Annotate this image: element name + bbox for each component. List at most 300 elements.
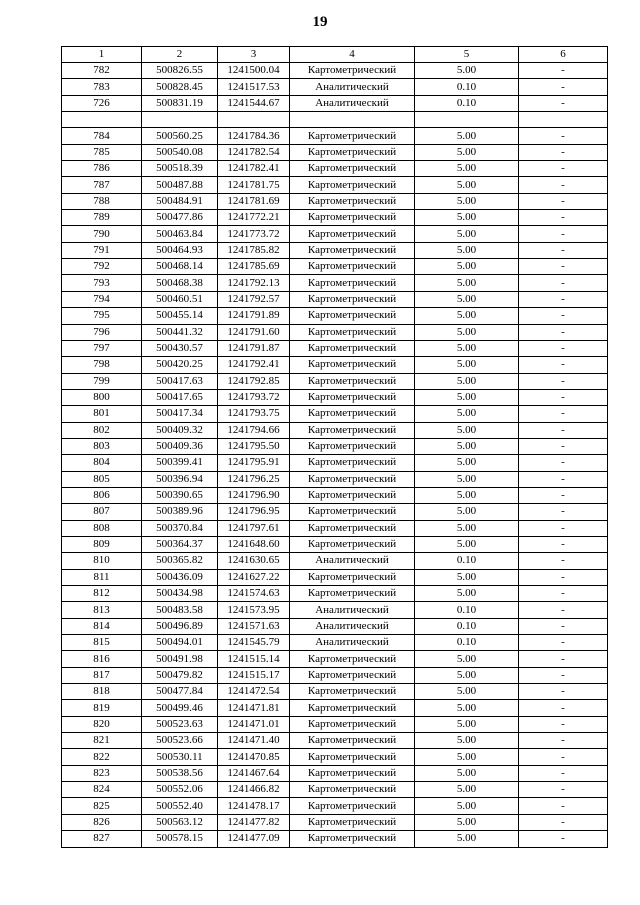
table-cell: - bbox=[519, 308, 608, 324]
table-cell: Аналитический bbox=[290, 618, 415, 634]
table-cell: Аналитический bbox=[290, 95, 415, 111]
table-cell bbox=[415, 112, 519, 128]
table-cell: Картометрический bbox=[290, 651, 415, 667]
table-row bbox=[62, 95, 608, 111]
table-cell: 5.00 bbox=[415, 324, 519, 340]
table-row bbox=[62, 635, 608, 651]
table-cell: 5.00 bbox=[415, 471, 519, 487]
table-cell: - bbox=[519, 569, 608, 585]
table-cell: 5.00 bbox=[415, 259, 519, 275]
table-cell: 500463.84 bbox=[142, 226, 218, 242]
table-cell: 1241515.14 bbox=[218, 651, 290, 667]
table-cell: 1241792.13 bbox=[218, 275, 290, 291]
table-cell: 1241573.95 bbox=[218, 602, 290, 618]
table-cell: 500409.36 bbox=[142, 438, 218, 454]
table-cell: 500828.45 bbox=[142, 79, 218, 95]
table-cell: 1241471.40 bbox=[218, 733, 290, 749]
table-cell: Картометрический bbox=[290, 569, 415, 585]
table-cell: 789 bbox=[62, 210, 142, 226]
table-cell: 500396.94 bbox=[142, 471, 218, 487]
table-cell: - bbox=[519, 618, 608, 634]
table-cell: 0.10 bbox=[415, 635, 519, 651]
table-cell: Картометрический bbox=[290, 177, 415, 193]
table-cell: 5.00 bbox=[415, 831, 519, 847]
table-row bbox=[62, 765, 608, 781]
table-cell: - bbox=[519, 63, 608, 79]
table-cell: 500417.34 bbox=[142, 406, 218, 422]
table-cell: 5.00 bbox=[415, 536, 519, 552]
table-cell: - bbox=[519, 324, 608, 340]
table-cell: 5.00 bbox=[415, 765, 519, 781]
table-cell: 808 bbox=[62, 520, 142, 536]
table-cell: Картометрический bbox=[290, 357, 415, 373]
table-cell: 5.00 bbox=[415, 684, 519, 700]
table-cell: 1241478.17 bbox=[218, 798, 290, 814]
table-cell: 5.00 bbox=[415, 226, 519, 242]
table-cell: 5.00 bbox=[415, 389, 519, 405]
table-cell: 500826.55 bbox=[142, 63, 218, 79]
table-cell: 809 bbox=[62, 536, 142, 552]
table-cell: 5.00 bbox=[415, 700, 519, 716]
table-cell: 500578.15 bbox=[142, 831, 218, 847]
table-cell: - bbox=[519, 95, 608, 111]
table-cell: 1241471.81 bbox=[218, 700, 290, 716]
coordinates-table bbox=[61, 46, 608, 848]
table-cell: 5.00 bbox=[415, 308, 519, 324]
table-cell: - bbox=[519, 520, 608, 536]
table-cell: 500483.58 bbox=[142, 602, 218, 618]
table-cell: 823 bbox=[62, 765, 142, 781]
table-cell: 1241784.36 bbox=[218, 128, 290, 144]
table-cell bbox=[62, 112, 142, 128]
table-row bbox=[62, 63, 608, 79]
table-cell: 500831.19 bbox=[142, 95, 218, 111]
table-cell: 500434.98 bbox=[142, 586, 218, 602]
table-cell: - bbox=[519, 765, 608, 781]
table-cell: Картометрический bbox=[290, 716, 415, 732]
table-cell: Картометрический bbox=[290, 504, 415, 520]
table-cell: 1241792.57 bbox=[218, 291, 290, 307]
table-cell: Картометрический bbox=[290, 438, 415, 454]
table-cell: 500420.25 bbox=[142, 357, 218, 373]
table-cell: 799 bbox=[62, 373, 142, 389]
table-cell: 500563.12 bbox=[142, 814, 218, 830]
table-cell: 1241571.63 bbox=[218, 618, 290, 634]
table-cell: 792 bbox=[62, 259, 142, 275]
table-cell: 5.00 bbox=[415, 438, 519, 454]
table-cell: - bbox=[519, 389, 608, 405]
table-row bbox=[62, 177, 608, 193]
table-cell: 1241630.65 bbox=[218, 553, 290, 569]
table-cell: 810 bbox=[62, 553, 142, 569]
table-row bbox=[62, 749, 608, 765]
table-cell: 1241545.79 bbox=[218, 635, 290, 651]
table-cell: 500399.41 bbox=[142, 455, 218, 471]
table-cell: 5.00 bbox=[415, 651, 519, 667]
table-cell: 815 bbox=[62, 635, 142, 651]
table-row bbox=[62, 504, 608, 520]
table-cell: 805 bbox=[62, 471, 142, 487]
table-cell: 5.00 bbox=[415, 782, 519, 798]
table-cell: 824 bbox=[62, 782, 142, 798]
table-cell: 796 bbox=[62, 324, 142, 340]
table-cell: 5.00 bbox=[415, 814, 519, 830]
table-cell: 5.00 bbox=[415, 406, 519, 422]
table-cell: Картометрический bbox=[290, 471, 415, 487]
column-header: 2 bbox=[142, 47, 218, 63]
table-cell: 1241782.54 bbox=[218, 144, 290, 160]
table-row bbox=[62, 79, 608, 95]
table-row bbox=[62, 700, 608, 716]
table-cell: Аналитический bbox=[290, 635, 415, 651]
table-cell: Картометрический bbox=[290, 733, 415, 749]
table-row bbox=[62, 128, 608, 144]
table-cell: - bbox=[519, 700, 608, 716]
table-cell: - bbox=[519, 635, 608, 651]
table-cell: 0.10 bbox=[415, 553, 519, 569]
table-cell: 827 bbox=[62, 831, 142, 847]
table-cell: - bbox=[519, 291, 608, 307]
table-cell: Картометрический bbox=[290, 455, 415, 471]
table-row bbox=[62, 553, 608, 569]
table-cell: Картометрический bbox=[290, 782, 415, 798]
table-cell: - bbox=[519, 782, 608, 798]
table-row bbox=[62, 733, 608, 749]
table-cell: Картометрический bbox=[290, 210, 415, 226]
table-cell: 5.00 bbox=[415, 504, 519, 520]
table-cell: 1241517.53 bbox=[218, 79, 290, 95]
table-cell: 826 bbox=[62, 814, 142, 830]
table-cell: 500477.84 bbox=[142, 684, 218, 700]
table-cell: - bbox=[519, 487, 608, 503]
table-row bbox=[62, 716, 608, 732]
table-cell: - bbox=[519, 667, 608, 683]
table-cell: 500390.65 bbox=[142, 487, 218, 503]
table-cell: 793 bbox=[62, 275, 142, 291]
table-cell: 5.00 bbox=[415, 161, 519, 177]
table-cell: Картометрический bbox=[290, 275, 415, 291]
table-cell: - bbox=[519, 144, 608, 160]
table-row bbox=[62, 814, 608, 830]
table-cell: 1241795.50 bbox=[218, 438, 290, 454]
table-cell: - bbox=[519, 471, 608, 487]
table-cell: Картометрический bbox=[290, 814, 415, 830]
table-cell: - bbox=[519, 177, 608, 193]
table-cell: 1241781.69 bbox=[218, 193, 290, 209]
table-cell: Картометрический bbox=[290, 684, 415, 700]
table-cell: 5.00 bbox=[415, 798, 519, 814]
table-cell: 500468.14 bbox=[142, 259, 218, 275]
table-cell: 500460.51 bbox=[142, 291, 218, 307]
table-cell: 5.00 bbox=[415, 340, 519, 356]
table-body bbox=[62, 63, 608, 848]
table-row bbox=[62, 112, 608, 128]
table-cell: 5.00 bbox=[415, 357, 519, 373]
table-cell: 500491.98 bbox=[142, 651, 218, 667]
table-cell: 783 bbox=[62, 79, 142, 95]
table-cell: 817 bbox=[62, 667, 142, 683]
table-cell: 500364.37 bbox=[142, 536, 218, 552]
table-cell: 807 bbox=[62, 504, 142, 520]
table-cell: 1241772.21 bbox=[218, 210, 290, 226]
table-row bbox=[62, 520, 608, 536]
table-cell: Картометрический bbox=[290, 259, 415, 275]
table-cell: - bbox=[519, 275, 608, 291]
table-cell: 1241791.89 bbox=[218, 308, 290, 324]
table-cell: 813 bbox=[62, 602, 142, 618]
table-cell: - bbox=[519, 504, 608, 520]
table-cell: 0.10 bbox=[415, 79, 519, 95]
table-cell: 1241467.64 bbox=[218, 765, 290, 781]
table-cell: 5.00 bbox=[415, 275, 519, 291]
table-cell bbox=[519, 112, 608, 128]
table-cell: 1241792.41 bbox=[218, 357, 290, 373]
table-cell: Картометрический bbox=[290, 291, 415, 307]
table-cell: 798 bbox=[62, 357, 142, 373]
table-row bbox=[62, 357, 608, 373]
table-cell: - bbox=[519, 814, 608, 830]
table-cell: 1241466.82 bbox=[218, 782, 290, 798]
table-header-row bbox=[62, 47, 608, 63]
table-cell bbox=[218, 112, 290, 128]
column-header: 1 bbox=[62, 47, 142, 63]
table-cell: 5.00 bbox=[415, 487, 519, 503]
table-cell: 500499.46 bbox=[142, 700, 218, 716]
table-cell: Картометрический bbox=[290, 667, 415, 683]
table-cell: 500479.82 bbox=[142, 667, 218, 683]
column-header: 6 bbox=[519, 47, 608, 63]
table-row bbox=[62, 242, 608, 258]
table-cell: 806 bbox=[62, 487, 142, 503]
table-cell: Картометрический bbox=[290, 242, 415, 258]
column-header: 3 bbox=[218, 47, 290, 63]
table-row bbox=[62, 324, 608, 340]
table-cell: 5.00 bbox=[415, 586, 519, 602]
table-cell: 1241791.60 bbox=[218, 324, 290, 340]
table-cell: 818 bbox=[62, 684, 142, 700]
table-cell: - bbox=[519, 422, 608, 438]
table-cell: 5.00 bbox=[415, 144, 519, 160]
table-cell: 814 bbox=[62, 618, 142, 634]
table-cell: 801 bbox=[62, 406, 142, 422]
table-cell: Аналитический bbox=[290, 553, 415, 569]
table-cell: Картометрический bbox=[290, 520, 415, 536]
table-row bbox=[62, 161, 608, 177]
table-cell: 1241574.63 bbox=[218, 586, 290, 602]
table-cell: - bbox=[519, 586, 608, 602]
table-cell: Картометрический bbox=[290, 422, 415, 438]
table-row bbox=[62, 651, 608, 667]
table-cell: 795 bbox=[62, 308, 142, 324]
table-cell: 1241792.85 bbox=[218, 373, 290, 389]
table-cell: - bbox=[519, 210, 608, 226]
table-row bbox=[62, 210, 608, 226]
table-cell: Аналитический bbox=[290, 602, 415, 618]
table-cell: 802 bbox=[62, 422, 142, 438]
table-cell: 1241782.41 bbox=[218, 161, 290, 177]
table-cell: 786 bbox=[62, 161, 142, 177]
table-cell: Картометрический bbox=[290, 586, 415, 602]
table-cell: - bbox=[519, 749, 608, 765]
table-row bbox=[62, 602, 608, 618]
table-cell: 500540.08 bbox=[142, 144, 218, 160]
table-cell: - bbox=[519, 455, 608, 471]
table-cell: 785 bbox=[62, 144, 142, 160]
table-cell: - bbox=[519, 651, 608, 667]
table-cell: 500552.06 bbox=[142, 782, 218, 798]
table-cell: 820 bbox=[62, 716, 142, 732]
table-cell: 5.00 bbox=[415, 569, 519, 585]
table-cell: 500430.57 bbox=[142, 340, 218, 356]
table-cell: 1241544.67 bbox=[218, 95, 290, 111]
table-row bbox=[62, 684, 608, 700]
table-cell: 0.10 bbox=[415, 95, 519, 111]
table-cell: 1241796.90 bbox=[218, 487, 290, 503]
table-cell: Картометрический bbox=[290, 831, 415, 847]
table-cell: 1241472.54 bbox=[218, 684, 290, 700]
table-cell: 797 bbox=[62, 340, 142, 356]
table-cell bbox=[142, 112, 218, 128]
table-cell: 804 bbox=[62, 455, 142, 471]
table-cell: 500468.38 bbox=[142, 275, 218, 291]
table-cell: 1241791.87 bbox=[218, 340, 290, 356]
table-cell: - bbox=[519, 79, 608, 95]
table-cell: 500523.63 bbox=[142, 716, 218, 732]
table-cell: 500496.89 bbox=[142, 618, 218, 634]
table-cell: 1241793.75 bbox=[218, 406, 290, 422]
table-cell: - bbox=[519, 798, 608, 814]
table-row bbox=[62, 259, 608, 275]
table-cell: 1241627.22 bbox=[218, 569, 290, 585]
table-cell: 816 bbox=[62, 651, 142, 667]
table-cell: Картометрический bbox=[290, 128, 415, 144]
table-row bbox=[62, 308, 608, 324]
table-cell: 5.00 bbox=[415, 716, 519, 732]
page-number: 19 bbox=[312, 14, 328, 30]
table-cell: 5.00 bbox=[415, 242, 519, 258]
table-cell: 5.00 bbox=[415, 193, 519, 209]
table-cell: 500538.56 bbox=[142, 765, 218, 781]
table-cell: 0.10 bbox=[415, 618, 519, 634]
table-cell: - bbox=[519, 536, 608, 552]
table-cell: - bbox=[519, 193, 608, 209]
table-cell: 500523.66 bbox=[142, 733, 218, 749]
table-cell: 500518.39 bbox=[142, 161, 218, 177]
table-cell: - bbox=[519, 340, 608, 356]
table-cell: 825 bbox=[62, 798, 142, 814]
table-cell: 1241648.60 bbox=[218, 536, 290, 552]
table-cell: 500365.82 bbox=[142, 553, 218, 569]
table-cell: Картометрический bbox=[290, 161, 415, 177]
table-row bbox=[62, 618, 608, 634]
table-cell: - bbox=[519, 242, 608, 258]
table-row bbox=[62, 782, 608, 798]
table-cell: 790 bbox=[62, 226, 142, 242]
table-row bbox=[62, 422, 608, 438]
table-cell: 1241794.66 bbox=[218, 422, 290, 438]
table-cell: Картометрический bbox=[290, 749, 415, 765]
table-cell: 5.00 bbox=[415, 455, 519, 471]
table-cell: Аналитический bbox=[290, 79, 415, 95]
table-row bbox=[62, 487, 608, 503]
table-row bbox=[62, 275, 608, 291]
table-cell: 5.00 bbox=[415, 749, 519, 765]
table-cell: 500487.88 bbox=[142, 177, 218, 193]
table-cell: 803 bbox=[62, 438, 142, 454]
table-cell: 1241515.17 bbox=[218, 667, 290, 683]
table-cell: 821 bbox=[62, 733, 142, 749]
table-cell: Картометрический bbox=[290, 226, 415, 242]
table-cell: 500560.25 bbox=[142, 128, 218, 144]
table-cell: 819 bbox=[62, 700, 142, 716]
table-cell: 500370.84 bbox=[142, 520, 218, 536]
table-cell: 1241471.01 bbox=[218, 716, 290, 732]
table-cell: Картометрический bbox=[290, 324, 415, 340]
table-cell: 500484.91 bbox=[142, 193, 218, 209]
table-cell: 1241797.61 bbox=[218, 520, 290, 536]
table-row bbox=[62, 455, 608, 471]
table-cell: - bbox=[519, 406, 608, 422]
table-cell: - bbox=[519, 831, 608, 847]
table-cell: 500417.63 bbox=[142, 373, 218, 389]
table-cell: - bbox=[519, 733, 608, 749]
table-cell: Картометрический bbox=[290, 700, 415, 716]
table-row bbox=[62, 569, 608, 585]
table-cell: 500409.32 bbox=[142, 422, 218, 438]
table-cell: 1241477.82 bbox=[218, 814, 290, 830]
table-cell: - bbox=[519, 553, 608, 569]
table-cell: 500436.09 bbox=[142, 569, 218, 585]
table-cell: 5.00 bbox=[415, 520, 519, 536]
table-cell: Картометрический bbox=[290, 389, 415, 405]
table-cell: 1241773.72 bbox=[218, 226, 290, 242]
table-cell: 1241785.69 bbox=[218, 259, 290, 275]
table-cell: 500494.01 bbox=[142, 635, 218, 651]
table-row bbox=[62, 291, 608, 307]
table-cell bbox=[290, 112, 415, 128]
table-cell: 1241781.75 bbox=[218, 177, 290, 193]
table-cell: 812 bbox=[62, 586, 142, 602]
table-cell: - bbox=[519, 161, 608, 177]
table-cell: 784 bbox=[62, 128, 142, 144]
table-cell: - bbox=[519, 226, 608, 242]
table-row bbox=[62, 586, 608, 602]
table-cell: 800 bbox=[62, 389, 142, 405]
table-cell: 811 bbox=[62, 569, 142, 585]
table-cell: 1241470.85 bbox=[218, 749, 290, 765]
table-row bbox=[62, 667, 608, 683]
table-cell: 822 bbox=[62, 749, 142, 765]
table-row bbox=[62, 471, 608, 487]
table-cell: 1241785.82 bbox=[218, 242, 290, 258]
table-cell: 5.00 bbox=[415, 422, 519, 438]
table-row bbox=[62, 193, 608, 209]
table-cell: 500477.86 bbox=[142, 210, 218, 226]
table-cell: 1241500.04 bbox=[218, 63, 290, 79]
table-cell: 500552.40 bbox=[142, 798, 218, 814]
table-cell: Картометрический bbox=[290, 487, 415, 503]
table-cell: Картометрический bbox=[290, 63, 415, 79]
table-cell: - bbox=[519, 128, 608, 144]
table-cell: 5.00 bbox=[415, 291, 519, 307]
table-cell: 794 bbox=[62, 291, 142, 307]
table-cell: 500464.93 bbox=[142, 242, 218, 258]
table-cell: - bbox=[519, 684, 608, 700]
table-cell: 5.00 bbox=[415, 733, 519, 749]
table-cell: - bbox=[519, 602, 608, 618]
table-cell: Картометрический bbox=[290, 308, 415, 324]
table-cell: 5.00 bbox=[415, 128, 519, 144]
